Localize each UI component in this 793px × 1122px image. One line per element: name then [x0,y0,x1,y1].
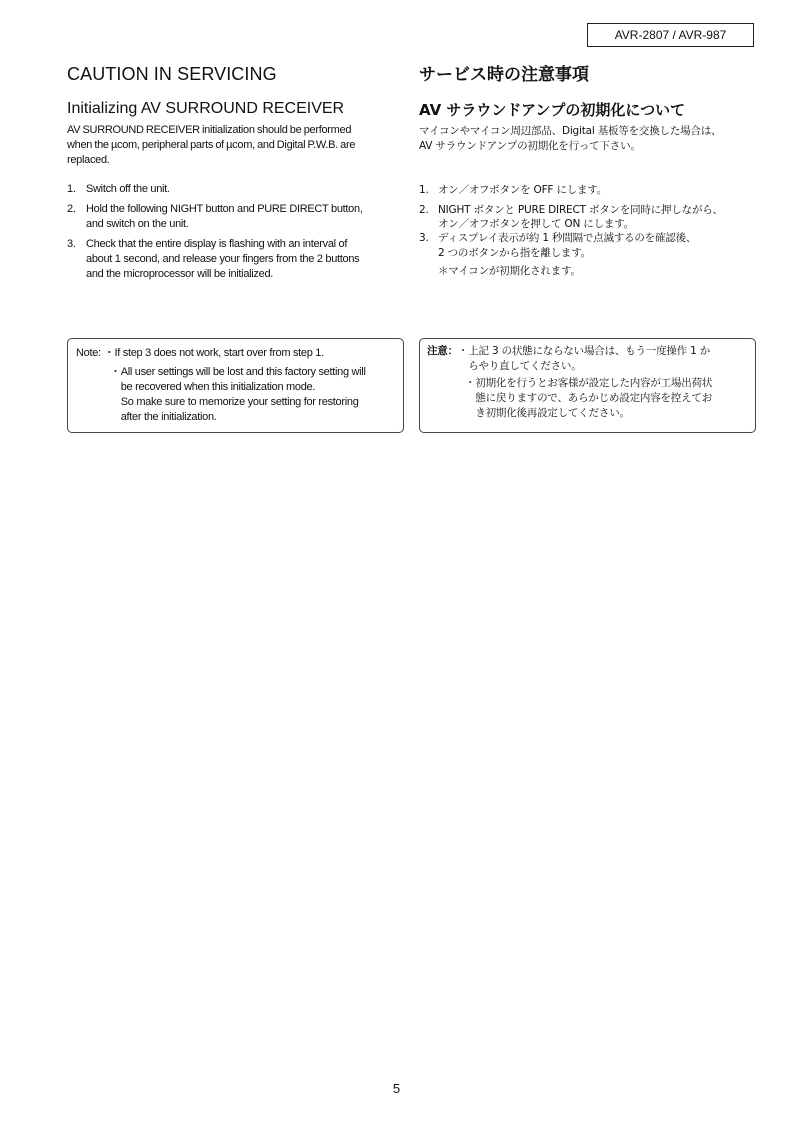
note-item-2 [427,376,747,421]
note-text: 初期化を行うとお客様が設定した内容が工場出荷状 [475,377,713,389]
note-text: So make sure to memorize your setting for restoring [120,396,359,408]
step-3 [67,237,403,282]
note-text: らやり直してください。 [468,360,582,372]
procedure-steps [67,182,403,282]
note-item-1 [76,346,395,361]
step-number: 3. [419,232,429,244]
step-text: 2 つのボタンから指を離します。 [438,247,591,259]
step-text: and switch on the unit. [86,218,189,230]
intro-line: AV サラウンドアンプの初期化を行って下さい。 [419,140,641,152]
step-text: and the microprocessor will be initialized. [86,268,274,280]
english-column [67,62,403,280]
step-number: 2. [419,204,429,216]
model-number: AVR-2807 / AVR-987 [614,28,727,42]
intro-line: マイコンやマイコン周辺部品、Digital 基板等を交換した場合は、 [419,125,722,137]
japanese-column [419,62,759,277]
step-number: 3. [67,238,76,250]
intro-paragraph [67,123,403,168]
step-text: Check that the entire display is flashing with an interval of [86,238,348,250]
section-subtitle: Initializing AV SURROUND RECEIVER [67,100,345,117]
model-number-box [587,23,754,47]
step-text: Hold the following NIGHT button and PURE DIRECT button, [86,203,363,215]
note-label: 注意： [427,345,458,357]
step-text: ディスプレイ表示が約 1 秒間隔で点滅するのを確認後、 [438,232,697,244]
note-text: after the initialization. [120,411,217,423]
step-text: NIGHT ボタンと PURE DIRECT ボタンを同時に押しながら、 [438,204,723,216]
intro-line: replaced. [67,154,110,166]
note-item-1 [427,344,747,374]
note-text: be recovered when this initialization mode. [120,381,316,393]
step-2 [67,202,403,232]
step-text: オン／オフボタンを押して ON にします。 [438,218,634,230]
bullet: ・ [103,347,115,359]
bullet: ・ [465,377,476,389]
note-text: 上記 3 の状態にならない場合は、もう一度操作 1 か [468,345,711,357]
note-box-japanese [419,338,756,433]
step-3 [419,231,759,279]
note-text: If step 3 does not work, start over from step 1. [114,347,324,359]
section-subtitle-jp: AV サラウンドアンプの初期化について [419,101,686,119]
note-box-english [67,338,404,433]
step-text: オン／オフボタンを OFF にします。 [438,184,608,196]
section-title-jp: サービス時の注意事項 [419,65,589,85]
step-text: about 1 second, and release your fingers from the 2 buttons [86,253,360,265]
intro-line: when the µcom, peripheral parts of µcom, and Digital P.W.B. are [67,139,356,151]
footnote: ＊マイコンが初期化されます。 [438,265,581,277]
section-title: CAUTION IN SERVICING [67,64,277,84]
step-1 [67,182,403,197]
step-number: 1. [67,183,76,195]
note-label: Note: [76,347,101,359]
step-number: 1. [419,184,429,196]
note-text: 態に戻りますので、あらかじめ設定内容を控えてお [475,392,713,404]
step-2 [419,203,759,231]
note-text: き初期化後再設定してください。 [475,407,630,419]
intro-line: AV SURROUND RECEIVER initialization should be performed [67,124,352,136]
note-text: All user settings will be lost and this factory setting will [120,366,366,378]
step-number: 2. [67,203,76,215]
step-1 [419,183,759,198]
bullet: ・ [457,345,469,357]
bullet: ・ [110,366,121,378]
intro-paragraph-jp [419,124,759,154]
procedure-steps-jp [419,183,759,279]
step-text: Switch off the unit. [86,183,170,195]
page-number: 5 [392,1081,401,1096]
note-item-2 [76,365,395,425]
